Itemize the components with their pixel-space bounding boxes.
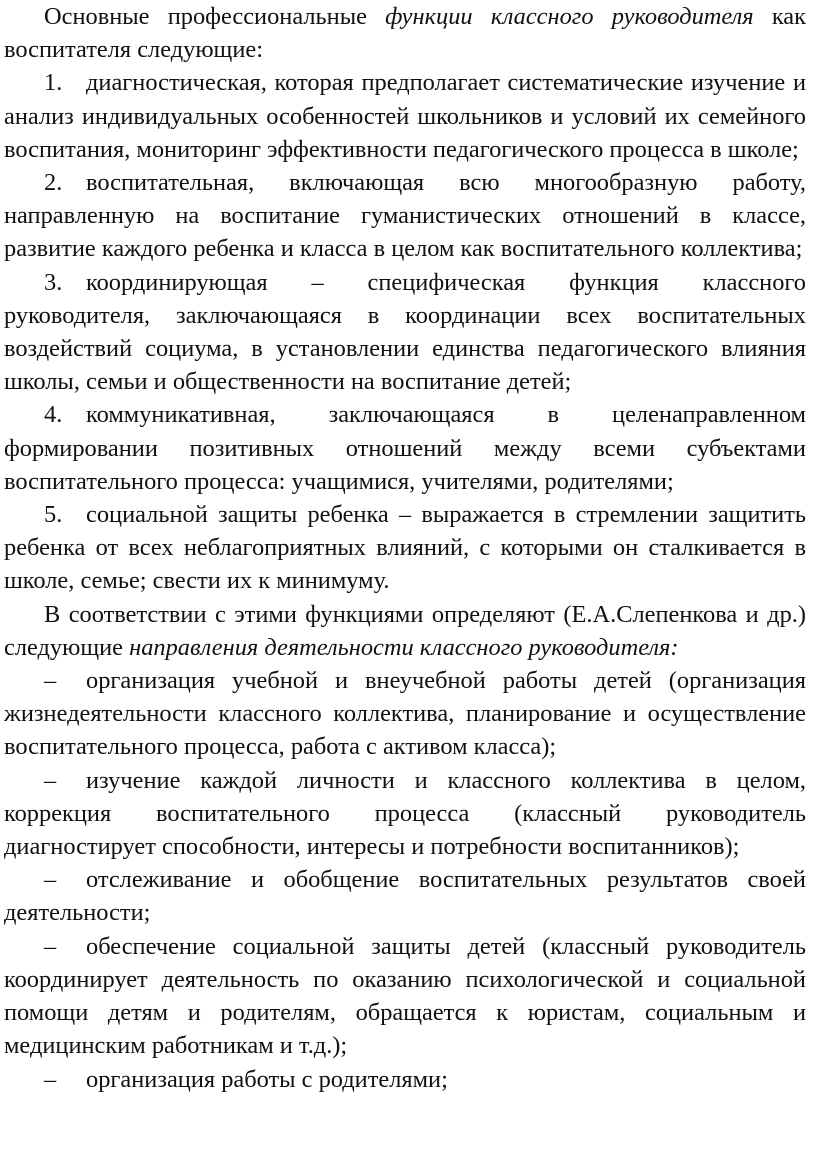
function-item-4 <box>4 398 806 498</box>
direction-item-2 <box>4 764 806 864</box>
direction-text: изучение каждой личности и классного коллектива в целом, коррекция воспитательного процесса (классный руководитель диагностирует способности, интересы и потребности воспитанников); <box>4 766 806 861</box>
list-number: 5. <box>44 501 63 529</box>
list-dash: – <box>44 1065 57 1093</box>
list-dash: – <box>44 766 57 794</box>
direction-item-1 <box>4 664 806 764</box>
function-item-2 <box>4 166 806 266</box>
function-item-3 <box>4 266 806 399</box>
function-text: коммуникативная, заключающаяся в целенаправленном формировании позитивных отношений между всеми субъектами воспитательного процесса: учащимися, учителями, родителями; <box>4 401 806 495</box>
direction-item-3 <box>4 863 806 929</box>
directions-intro-text: В соответствии с этими функциями определяют (Е.А.Слепенкова и др.) следующие <box>4 600 806 661</box>
intro-text: Основные профессиональные <box>44 3 386 30</box>
function-item-1 <box>4 66 806 166</box>
intro-emphasis: функции классного руководителя <box>385 3 754 30</box>
directions-intro-paragraph <box>4 598 806 664</box>
list-number: 3. <box>44 268 63 296</box>
list-number: 1. <box>44 69 63 97</box>
intro-text-end: как воспитателя следующие: <box>4 3 806 64</box>
function-text: воспитательная, включающая всю многообразную работу, направленную на воспитание гуманистических отношений в классе, развитие каждого ребенка и класса в целом как воспитательного коллектива; <box>4 169 806 263</box>
list-dash: – <box>44 866 57 894</box>
function-text: координирующая – специфическая функция классного руководителя, заключающаяся в координации всех воспитательных воздействий социума, в установлении единства педагогического влияния школы, семьи и общественности на воспитание детей; <box>4 268 806 396</box>
list-number: 4. <box>44 401 63 429</box>
list-dash: – <box>44 667 57 695</box>
list-number: 2. <box>44 169 63 197</box>
direction-item-4 <box>4 930 806 1063</box>
direction-text: обеспечение социальной защиты детей (классный руководитель координирует деятельность по оказанию психологической и социальной помощи детям и родителям, обращается к юристам, социальным и медицинским работникам и т.д.); <box>4 932 806 1060</box>
intro-paragraph <box>4 0 806 66</box>
directions-intro-emphasis: направления деятельности классного руководителя: <box>129 633 679 661</box>
direction-item-5 <box>4 1063 806 1096</box>
direction-text: организация учебной и внеучебной работы детей (организация жизнедеятельности классного коллектива, планирование и осуществление воспитательного процесса, работа с активом класса); <box>4 667 806 761</box>
function-text: социальной защиты ребенка – выражается в стремлении защитить ребенка от всех неблагоприятных влияний, с которыми он сталкивается в школе, семье; свести их к минимуму. <box>4 501 806 595</box>
direction-text: организация работы с родителями; <box>86 1065 448 1093</box>
list-dash: – <box>44 932 57 960</box>
function-text: диагностическая, которая предполагает систематические изучение и анализ индивидуальных особенностей школьников и условий их семейного воспитания, мониторинг эффективности педагогического процесса в школе; <box>4 69 806 163</box>
function-item-5 <box>4 498 806 598</box>
direction-text: отслеживание и обобщение воспитательных результатов своей деятельности; <box>4 866 806 927</box>
